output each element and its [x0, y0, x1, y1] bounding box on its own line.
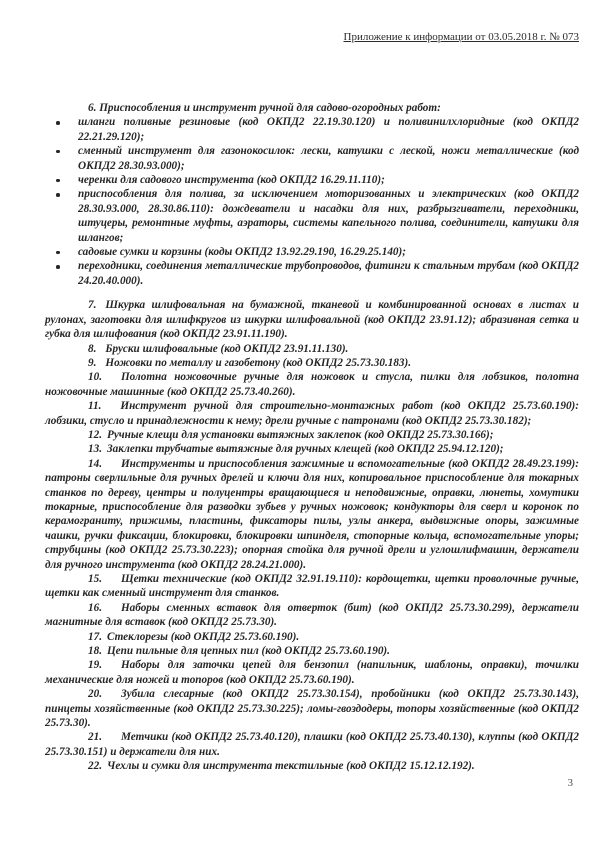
paragraph-number: 9.: [88, 356, 97, 369]
paragraph-number: 16.: [88, 601, 102, 614]
paragraph-number: 7.: [88, 299, 97, 312]
page-number: 3: [567, 776, 573, 789]
numbered-paragraph: [45, 428, 579, 442]
paragraph-number: 18.: [88, 645, 102, 658]
paragraph-text: Шкурка шлифовальная на бумажной, тканевой и комбинированной основах в листах и рулонах, заготовки для шлифкругов из шкурки шлифовальной (код ОКПД2 23.91.12); абразивная сетка и губка для шлифования (код ОКПД2 23.91.11.190).: [45, 299, 579, 341]
document-header: [45, 30, 579, 44]
paragraph-text: Цепи пильные для цепных пил (код ОКПД2 25.73.60.190).: [106, 645, 390, 658]
paragraph-text: Полотна ножовочные ручные для ножовок и стусла, пилки для лобзиков, полотна ножовочные машинные (код ОКПД2 25.73.40.260).: [45, 371, 579, 398]
numbered-paragraph: [45, 457, 579, 572]
list-item: [78, 245, 579, 259]
bullet-text: шланги поливные резиновые (код ОКПД2 22.19.30.120) и поливинилхлоридные (код ОКПД2 22.21.29.120);: [78, 116, 579, 143]
numbered-paragraph: [45, 630, 579, 644]
bullet-text: садовые сумки и корзины (коды ОКПД2 13.92.29.190, 16.29.25.140);: [78, 246, 406, 259]
bullet-list: [45, 115, 579, 288]
numbered-paragraph: [45, 730, 579, 759]
paragraph-number: 22.: [88, 760, 102, 773]
numbered-paragraph: [45, 687, 579, 730]
numbered-paragraph: [45, 759, 579, 773]
paragraph-text: Стеклорезы (код ОКПД2 25.73.60.190).: [106, 630, 300, 643]
paragraph-number: 20.: [88, 688, 102, 701]
bullet-text: черенки для садового инструмента (код ОКПД2 16.29.11.110);: [78, 174, 385, 187]
paragraph-number: 14.: [88, 457, 102, 470]
paragraph-number: 12.: [88, 428, 102, 441]
numbered-paragraph: [45, 601, 579, 630]
list-item: [78, 259, 579, 288]
list-item: [78, 115, 579, 144]
bullet-icon: [56, 265, 60, 269]
numbered-paragraph: [45, 442, 579, 456]
list-item: [78, 173, 579, 187]
paragraph-number: 8.: [88, 342, 97, 355]
paragraph-number: 10.: [88, 371, 102, 384]
numbered-paragraph: [45, 342, 579, 356]
paragraph-text: Чехлы и сумки для инструмента текстильные (код ОКПД2 15.12.12.192).: [106, 760, 475, 773]
paragraph-text: Бруски шлифовальные (код ОКПД2 23.91.11.130).: [105, 342, 349, 355]
paragraph-text: Зубила слесарные (код ОКПД2 25.73.30.154), пробойники (код ОКПД2 25.73.30.143), пинцеты хозяйственные (код ОКПД2 25.73.30.225); ломы-гвоздодеры, топоры хозяйственные (код ОКПД2 25.73.30).: [45, 688, 579, 730]
bullet-icon: [56, 179, 60, 183]
numbered-paragraph: [45, 644, 579, 658]
paragraph-text: Наборы сменных вставок для отверток (бит) (код ОКПД2 25.73.30.299), держатели магнитные для вставок (код ОКПД2 25.73.30).: [45, 601, 579, 629]
bullet-icon: [56, 150, 60, 154]
bullet-icon: [56, 121, 60, 125]
bullet-text: сменный инструмент для газонокосилок: лески, катушки с леской, ножи металлические (код ОКПД2 28.30.93.000);: [78, 145, 579, 172]
bullet-text: приспособления для полива, за исключением моторизованных и электрических (код ОКПД2 28.30.93.000, 28.30.86.110): дождеватели и насадки для них, разбрызгиватели, переходники, штуцеры, ремонтные муфты, аэраторы, системы капельного полива, соединители, катушки для шлангов;: [78, 188, 579, 244]
list-item: [78, 187, 579, 245]
paragraph-text: Ножовки по металлу и газобетону (код ОКПД2 25.73.30.183).: [105, 356, 412, 369]
numbered-paragraph: [45, 399, 579, 428]
paragraph-text: Наборы для заточки цепей для бензопил (напильник, шаблоны, оправки), точилки механические для ножей и топоров (код ОКПД2 25.73.60.190).: [45, 659, 579, 686]
paragraph-number: 19.: [88, 659, 102, 672]
header-reference-text: Приложение к информации от 03.05.2018 г. № 073: [343, 31, 579, 43]
paragraph-number: 21.: [88, 731, 102, 744]
bullet-icon: [56, 193, 60, 197]
paragraph-text: Ручные клещи для установки вытяжных заклепок (код ОКПД2 25.73.30.166);: [106, 428, 494, 441]
paragraph-number: 15.: [88, 573, 102, 585]
bullet-text: переходники, соединения металлические трубопроводов, фитинги к стальным трубам (код ОКПД2 24.20.40.000).: [78, 260, 579, 287]
numbered-paragraph: [45, 658, 579, 687]
paragraph-text: Инструмент ручной для строительно-монтажных работ (код ОКПД2 25.73.60.190): лобзики, стусло и принадлежности к нему; дрели ручные с патронами (код ОКПД2 25.73.30.182);: [45, 400, 579, 427]
document-body: [45, 101, 579, 774]
paragraph-text: Щетки технические (код ОКПД2 32.91.19.110): кордощетки, щетки проволочные ручные, щетки как сменный инструмент для станков.: [45, 573, 579, 600]
numbered-paragraph: [45, 370, 579, 399]
paragraph-number: 17.: [88, 630, 102, 643]
paragraph-number: 11.: [88, 400, 102, 413]
numbered-paragraph: [45, 572, 579, 601]
paragraph-text: Заклепки трубчатые вытяжные для ручных клещей (код ОКПД2 25.94.12.120);: [106, 443, 504, 456]
paragraph-text: Метчики (код ОКПД2 25.73.40.120), плашки (код ОКПД2 25.73.40.130), клуппы (код ОКПД2 25.73.30.151) и держатели для них.: [45, 731, 579, 758]
numbered-paragraph: [45, 356, 579, 370]
list-item: [78, 144, 579, 173]
numbered-paragraph: [45, 298, 579, 341]
section-6-heading: 6. Приспособления и инструмент ручной для садово-огородных работ:: [88, 102, 441, 114]
bullet-icon: [56, 251, 60, 255]
paragraph-text: Инструменты и приспособления зажимные и вспомогательные (код ОКПД2 28.49.23.199): патроны сверлильные для ручных дрелей и ключи для них, копировальное приспособление для токарных станков по дереву, центры и полуцентры вращающиеся и неподвижные, оправки, люнеты, хомутики токарные, приспособление для разводки зубьев у ручных ножовок; кондукторы для сверл и коронок по керамограниту, прижимы, пластины, фиксаторы пилы, узлы анкера, выдвижные опоры, зажимные чашки, ручки фиксации, блокировки, блокировки шпинделя, стопорные кольца, вспомогательные упоры; струбцины (код ОКПД2 25.73.30.223); опорная стойка для ручной дрели и углошлифмашин, держатели для ручного инструмента (код ОКПД2 28.24.21.000).: [45, 457, 579, 571]
paragraph-number: 13.: [88, 443, 102, 456]
